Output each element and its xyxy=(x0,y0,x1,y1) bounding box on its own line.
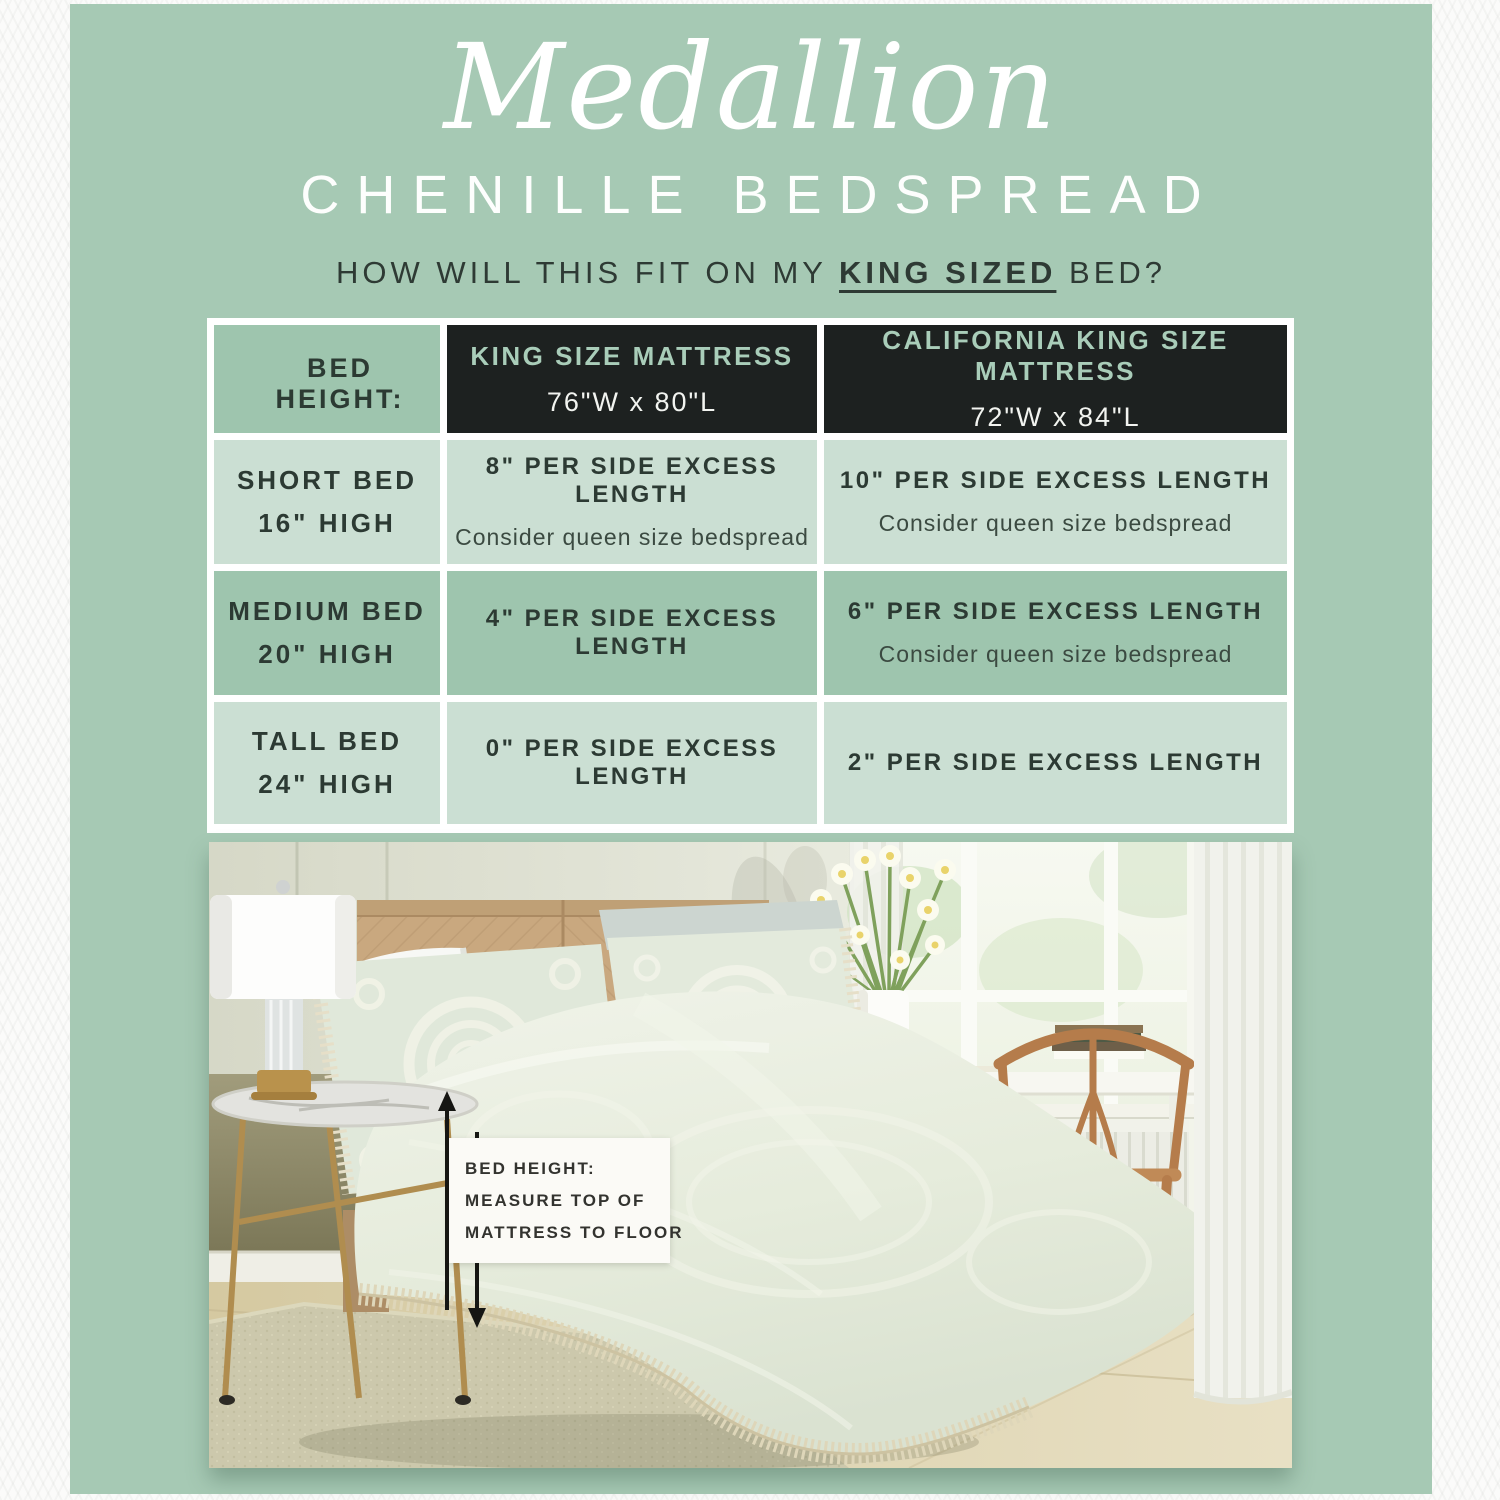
tall-bed-line2: 24" HIGH xyxy=(258,769,396,799)
king-dimensions: 76"W x 80"L xyxy=(546,386,718,417)
subtitle-emphasis: KING SIZED xyxy=(839,255,1057,290)
row-label-tall-bed xyxy=(214,702,440,824)
cell-medium-cal-king xyxy=(824,571,1287,695)
short-king-main: 8" PER SIDE EXCESS LENGTH xyxy=(485,453,779,508)
tall-cal-king-main: 2" PER SIDE EXCESS LENGTH xyxy=(847,749,1264,776)
bed-height-label: BED HEIGHT: xyxy=(275,353,405,414)
subtitle-prefix: HOW WILL THIS FIT ON MY xyxy=(335,255,840,290)
bed-height-annotation xyxy=(449,1138,684,1263)
sage-panel xyxy=(70,4,1432,1494)
tall-king-main: 0" PER SIDE EXCESS LENGTH xyxy=(485,735,779,790)
column-header-king xyxy=(447,325,817,433)
short-bed-line2: 16" HIGH xyxy=(258,508,396,538)
measurement-arrows xyxy=(209,842,1292,1468)
medium-bed-line2: 20" HIGH xyxy=(258,639,396,669)
row-label-medium-bed xyxy=(214,571,440,695)
short-cal-king-note: Consider queen size bedspread xyxy=(878,510,1233,536)
medium-cal-king-note: Consider queen size bedspread xyxy=(878,641,1233,667)
short-bed-line1: SHORT BED xyxy=(236,465,418,495)
cell-tall-cal-king xyxy=(824,702,1287,824)
cal-king-title: CALIFORNIA KING SIZE MATTRESS xyxy=(882,325,1229,386)
bedroom-photo xyxy=(209,842,1292,1468)
short-cal-king-main: 10" PER SIDE EXCESS LENGTH xyxy=(839,467,1272,494)
subtitle-suffix: BED? xyxy=(1056,255,1167,290)
medium-king-main: 4" PER SIDE EXCESS LENGTH xyxy=(485,605,779,660)
medium-bed-line1: MEDIUM BED xyxy=(228,596,426,626)
page-title-caps: CHENILLE BEDSPREAD xyxy=(300,165,1219,225)
column-header-cal-king xyxy=(824,325,1287,433)
medium-cal-king-main: 6" PER SIDE EXCESS LENGTH xyxy=(847,598,1264,625)
table-corner-cell xyxy=(214,325,440,433)
king-title: KING SIZE MATTRESS xyxy=(470,340,794,371)
cal-king-dimensions: 72"W x 84"L xyxy=(970,402,1141,432)
page-subtitle xyxy=(70,250,1432,296)
short-king-note: Consider queen size bedspread xyxy=(455,524,809,550)
tall-bed-line1: TALL BED xyxy=(251,726,403,756)
annotation-line-1: BED HEIGHT: xyxy=(465,1159,596,1178)
cell-short-king xyxy=(447,440,817,564)
fit-comparison-table xyxy=(207,318,1294,833)
row-label-short-bed xyxy=(214,440,440,564)
page-title-script: Medallion xyxy=(443,18,1059,156)
annotation-line-2: MEASURE TOP OF xyxy=(465,1191,646,1210)
cell-medium-king xyxy=(447,571,817,695)
cell-short-cal-king xyxy=(824,440,1287,564)
cell-tall-king xyxy=(447,702,817,824)
annotation-line-3: MATTRESS TO FLOOR xyxy=(465,1223,684,1242)
